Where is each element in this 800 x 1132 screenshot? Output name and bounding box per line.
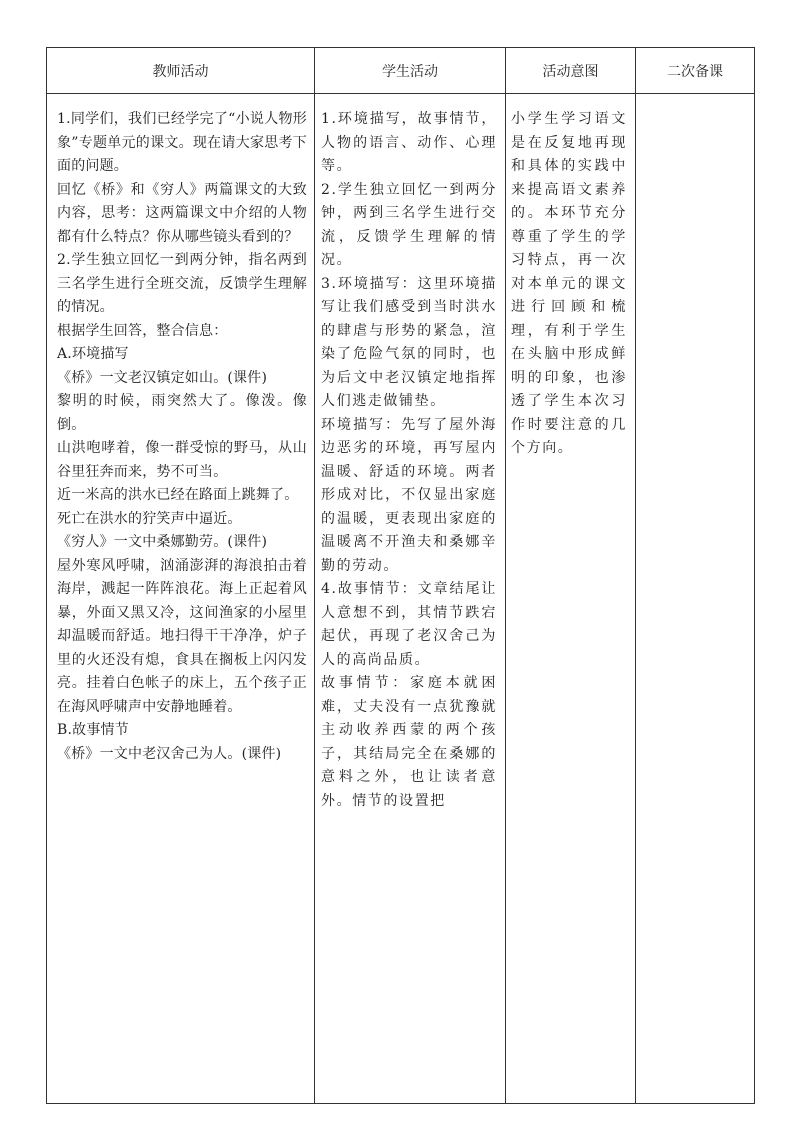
- teacher-paragraph: 《桥》一文中老汉舍己为人。(课件): [57, 745, 282, 762]
- lesson-plan-table: [46, 47, 755, 1104]
- activity-intent-cell: [506, 94, 636, 1104]
- content-row: [47, 94, 755, 1104]
- teacher-paragraph: 《穷人》一文中桑娜勤劳。(课件): [57, 534, 268, 550]
- teacher-paragraph: 屋外寒风呼啸，汹涌澎湃的海浪拍击着海岸，溅起一阵阵浪花。海上正起着风暴，外面又黑又冷，这间渔家的小屋里却温暖而舒适。地扫得干干净净，炉子里的火还没有熄，食具在搁板上闪闪发亮。挂着白色帐子的床上，五个孩子正在海风呼啸声中安静地睡着。: [57, 557, 307, 715]
- header-student-activity: 学生活动: [315, 48, 506, 94]
- teacher-paragraph: 2.学生独立回忆一到两分钟，指名两到三名学生进行全班交流，反馈学生理解的情况。: [57, 252, 307, 315]
- student-paragraph: 环境描写：先写了屋外海边恶劣的环境，再写屋内温暖、舒适的环境。两者形成对比，不仅显出家庭的温暖，更表现出家庭的温暖离不开渔夫和桑娜辛勤的劳动。: [321, 416, 497, 574]
- second-prep-cell: [636, 94, 755, 1104]
- student-paragraph: 故事情节：家庭本就困难，丈夫没有一点犹豫就主动收养西蒙的两个孩子，其结局完全在桑娜的意料之外，也让读者意外。情节的设置把: [321, 675, 497, 809]
- header-second-prep: 二次备课: [636, 48, 755, 94]
- header-row: [47, 48, 755, 94]
- teacher-paragraph: 山洪咆哮着，像一群受惊的野马，从山谷里狂奔而来，势不可当。: [57, 440, 307, 480]
- intent-paragraph: 小学生学习语文是在反复地再现和具体的实践中来提高语文素养的。本环节充分尊重了学生的学习特点，再一次对本单元的课文进行回顾和梳理，有利于学生在头脑中形成鲜明的印象，也渗透了学生本次习作时要注意的几个方向。: [511, 111, 627, 456]
- student-paragraph: 4.故事情节：文章结尾让人意想不到，其情节跌宕起伏，再现了老汉舍己为人的高尚品质。: [321, 581, 497, 668]
- teacher-paragraph: 1.同学们，我们已经学完了“小说人物形象”专题单元的课文。现在请大家思考下面的问题。: [57, 111, 307, 174]
- teacher-paragraph: B.故事情节: [57, 722, 129, 738]
- teacher-paragraph: 近一米高的洪水已经在路面上跳舞了。: [57, 487, 299, 503]
- teacher-paragraph: 死亡在洪水的狞笑声中逼近。: [57, 510, 242, 527]
- teacher-paragraph: 回忆《桥》和《穷人》两篇课文的大致内容，思考：这两篇课文中介绍的人物都有什么特点？你从哪些镜头看到的？: [57, 181, 307, 245]
- teacher-paragraph: A.环境描写: [57, 346, 129, 362]
- teacher-paragraph: 根据学生回答，整合信息：: [57, 322, 228, 339]
- teacher-paragraph: 黎明的时候，雨突然大了。像泼。像倒。: [57, 393, 307, 433]
- teacher-activity-cell: [47, 94, 315, 1104]
- teacher-paragraph: 《桥》一文老汉镇定如山。(课件): [57, 369, 268, 386]
- header-activity-intent: 活动意图: [506, 48, 636, 94]
- student-paragraph: 1.环境描写，故事情节，人物的语言、动作、心理等。: [321, 111, 497, 174]
- header-teacher-activity: 教师活动: [47, 48, 315, 94]
- student-activity-cell: [315, 94, 506, 1104]
- student-paragraph: 3.环境描写：这里环境描写让我们感受到当时洪水的肆虐与形势的紧急，渲染了危险气氛的同时，也为后文中老汉镇定地指挥人们逃走做铺垫。: [321, 275, 497, 409]
- student-paragraph: 2.学生独立回忆一到两分钟，两到三名学生进行交流，反馈学生理解的情况。: [321, 181, 497, 268]
